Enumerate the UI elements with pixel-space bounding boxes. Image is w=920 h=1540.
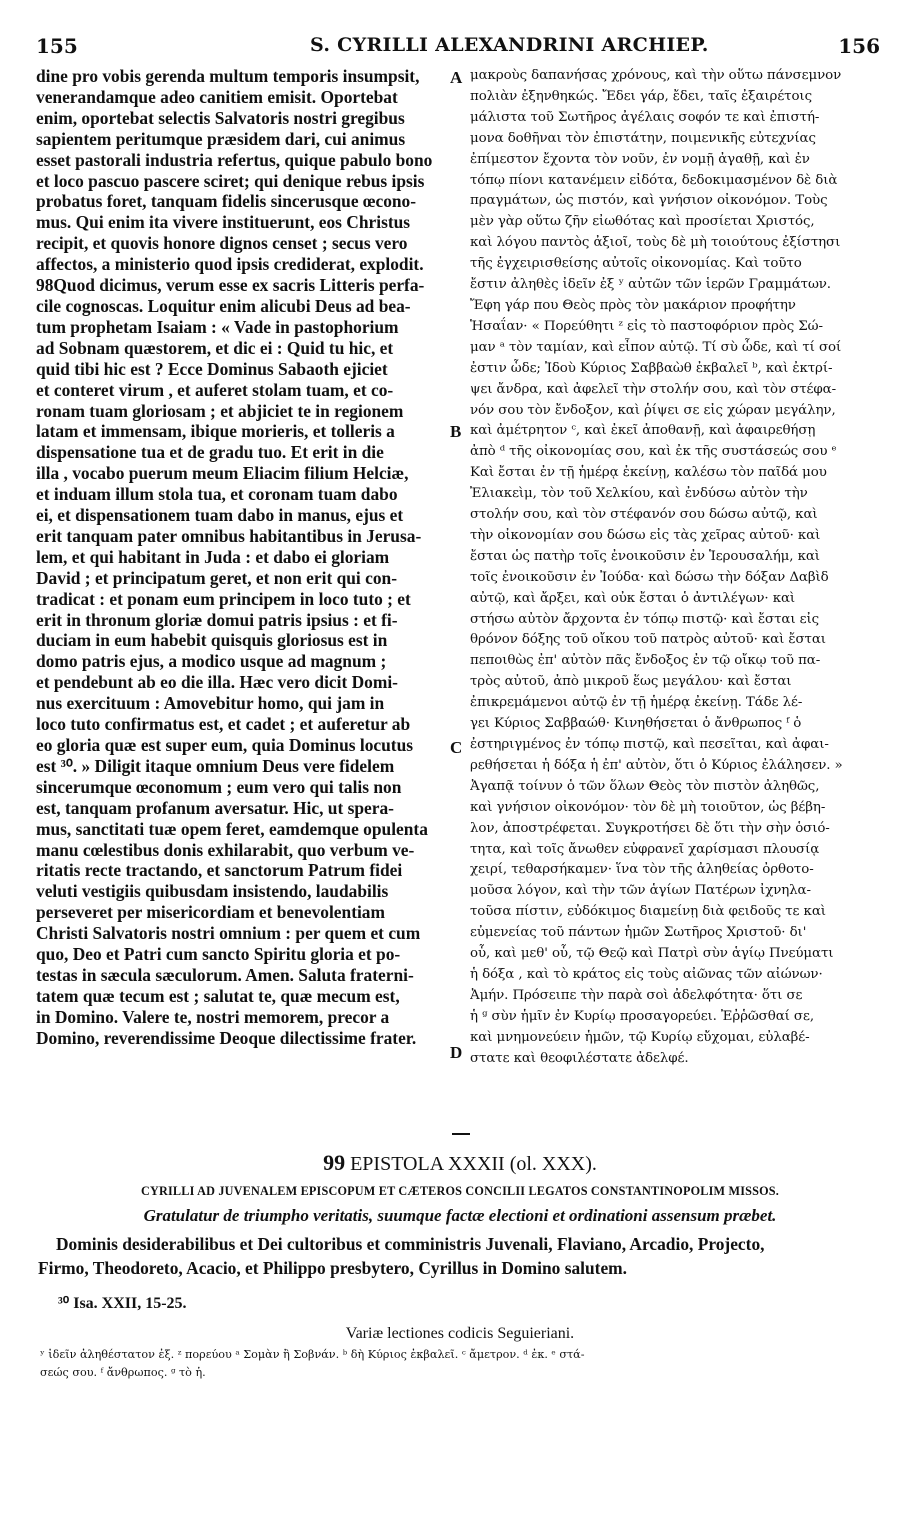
text-line: sapientem peritumque præsidem dari, cui animus: [36, 128, 406, 149]
text-line: est ³⁰. » Diligit itaque omnium Deus vere fidelem: [36, 755, 395, 776]
text-line: cile cognoscas. Loquitur enim alicubi Deus ad bea-: [36, 295, 411, 316]
text-line: καὶ λόγου παντὸς ἀξιοῖ, τοὺς δὲ μὴ τοιούτους ἐξίστησι: [470, 235, 841, 251]
text-line: καὶ γνήσιον οἰκονόμον· τὸν δὲ μὴ τοιοῦτον, ὡς βέβη-: [470, 799, 826, 815]
epistle-subtitle: CYRILLI AD JUVENALEM EPISCOPUM ET CÆTEROS CONCILII LEGATOS CONSTANTINOPOLIM MISSOS.: [140, 1184, 780, 1198]
text-line: μακροὺς δαπανήσας χρόνους, καὶ τὴν οὕτω πάνσεμνον: [470, 68, 842, 83]
text-line: loco tuto confirmatus est, et cadet ; et auferetur ab: [36, 714, 411, 735]
text-line: μὲν γὰρ οὕτω ζῆν εἰωθότας καὶ προσίεται Χριστός,: [470, 214, 815, 230]
text-line: et loco pascuo pascere sciret; qui denique rebus ipsis: [36, 170, 425, 191]
text-line: ἐστηριγμένος ἐν τόπῳ πιστῷ, καὶ πεσεῖται, καὶ ἀφαι-: [470, 737, 829, 752]
text-line: ρεθήσεται ἡ δόξα ἡ ἐπ' αὐτὸν, ὅτι ὁ Κύριος ἐλάλησεν. »: [470, 757, 843, 773]
text-line: testas in sæcula sæculorum. Amen. Saluta fraterni-: [36, 964, 414, 985]
latin-column: [36, 66, 449, 1049]
text-line: David ; et principatum geret, et non erit qui con-: [36, 567, 397, 588]
text-line: πολιὰν ἐξηνθηκώς. Ἔδει γάρ, ἔδει, ταῖς ἐξαιρέτοις: [470, 88, 812, 104]
text-line: τῆς ἐγχειρισθείσης αὐτοῖς οἰκονομίας. Καὶ τοῦτο: [470, 256, 802, 272]
text-line: domo patris ejus, a modico usque ad magnum ;: [36, 651, 387, 672]
text-line: μοῦσα λόγον, καὶ τὴν τῶν ἁγίων Πατέρων ἰχνηλα-: [470, 883, 811, 899]
text-line: ἔστιν ἀληθὲς ἰδεῖν ἐξ ʸ αὐτῶν τῶν ἱερῶν Γραμμάτων.: [470, 277, 831, 293]
left-page-number: 155: [36, 34, 78, 58]
text-line: τοῦσα πίστιν, εὐδόκιμος διαμείνῃ διὰ φειδοῦς τε καὶ: [470, 904, 826, 920]
section-marker-d: D: [450, 1043, 463, 1062]
text-line: est, tanquam profanum aversatur. Hic, ut spera-: [36, 797, 394, 818]
text-line: τρὸς αὐτοῦ, ἀπὸ μικροῦ ἕως μεγάλου· καὶ ἔσται: [470, 674, 792, 690]
text-line: manu cœlestibus donis exhilarabit, quo verbum ve-: [36, 839, 415, 860]
text-line: venerandamque adeo canitiem emisit. Oportebat: [36, 86, 398, 107]
text-line: γει Κύριος Σαββαώθ· Κινηθήσεται ὁ ἄνθρωπος ᶠ ὁ: [470, 716, 802, 732]
text-line: mus. Qui enim ita vivere instituerunt, eos Christus: [36, 212, 411, 233]
text-line: τὴν οἰκονομίαν σου δώσω εἰς τὰς χεῖρας αὐτοῦ· καὶ: [470, 527, 821, 543]
text-line: χειρί, τεθαρσήκαμεν· ἵνα τὸν τῆς ἀληθείας ὀρθοτο-: [470, 862, 814, 878]
text-line: erit tanquam pater omnibus habitantibus in Jerusa-: [36, 525, 422, 546]
text-line: τόπῳ πίονι κατανέμειν εἰδότα, δεδοκιμασμένον δὲ διὰ: [470, 172, 838, 188]
text-line: dispensatione tua et de gradu tuo. Et erit in die: [36, 442, 384, 463]
text-line: in Domino. Valere te, nostri memorem, precor a: [36, 1006, 390, 1027]
text-line: τητα, καὶ τοῖς ἄνωθεν εὐφρανεῖ χαρίσμασι πλουσίᾳ: [470, 841, 820, 857]
text-line: tradicat : et ponam eum principem in loco tuto ; et: [36, 588, 411, 609]
text-line: οὗ, καὶ μεθ' οὗ, τῷ Θεῷ καὶ Πατρὶ σὺν ἁγίῳ Πνεύματι: [470, 946, 834, 962]
text-line: τοῖς ἐνοικοῦσιν ἐν Ἰούδα· καὶ δώσω τὴν δόξαν Δαβὶδ: [470, 569, 829, 585]
text-line: ad Sobnam quæstorem, et dic ei : Quid tu hic, et: [36, 337, 394, 358]
text-line: mus, sanctitati tuæ opem feret, eamdemque opulenta: [36, 818, 428, 839]
variae-lectiones: [40, 1346, 890, 1382]
text-line: ἐστιν ὧδε; Ἰδοὺ Κύριος Σαββαὼθ ἐκβαλεῖ ᵇ, καὶ ἐκτρί-: [470, 360, 833, 376]
text-line: Ἔφη γάρ που Θεὸς πρὸς τὸν μακάριον προφήτην: [470, 297, 796, 313]
text-line: et conteret virum , et auferet stolam tuam, et co-: [36, 379, 394, 400]
text-line: Ἀμήν. Πρόσειπε τὴν παρὰ σοὶ ἀδελφότητα· ὅτι σε: [470, 987, 803, 1003]
text-line: affectos, a ministerio quod ipsis crediderat, explodit.: [36, 254, 424, 275]
text-line: ei, et dispensationem tuam dabo in manus, ejus et: [36, 505, 404, 526]
epistle-page-ref: 99: [323, 1150, 346, 1175]
text-line: μάλιστα τοῦ Σωτῆρος ἀγέλαις σοφόν τε καὶ ἐπιστή-: [470, 109, 820, 125]
text-line: ἔσται ὡς πατὴρ τοῖς ἐνοικοῦσιν ἐν Ἱερουσαλήμ, καὶ: [470, 548, 820, 564]
text-line: 98Quod dicimus, verum esse ex sacris Litteris perfa-: [36, 275, 425, 296]
text-line: καὶ ἀμέτρητον ᶜ, καὶ ἐκεῖ ἀποθανῇ, καὶ ἀφαιρεθήσῃ: [470, 423, 816, 439]
text-line: dine pro vobis gerenda multum temporis insumpsit,: [36, 66, 420, 86]
epistle-heading: [0, 1150, 920, 1176]
text-line: καὶ μνημονεύειν ἡμῶν, τῷ Κυρίῳ εὔχομαι, εὐλαβέ-: [470, 1029, 810, 1045]
epistle-salutation: [38, 1232, 884, 1280]
text-line: πραγμάτων, ὡς πιστόν, καὶ γνήσιον οἰκονόμον. Τοὺς: [470, 193, 828, 209]
text-line: erit in thronum gloriæ domui patris ipsius : et fi-: [36, 609, 398, 630]
text-line: στήσω αὐτὸν ἄρχοντα ἐν τόπῳ πιστῷ· καὶ ἔσται εἰς: [470, 611, 820, 627]
variae-line: σεώς σου. ᶠ ἄνθρωπος. ᵍ τὸ ἡ.: [40, 1366, 206, 1379]
section-divider: [452, 1133, 470, 1135]
text-line: Ἡσαΐαν· « Πορεύθητι ᶻ εἰς τὸ παστοφόριον πρὸς Σώ-: [470, 318, 823, 334]
text-line: et pendebunt ab eo die illa. Hæc vero dicit Domi-: [36, 672, 398, 693]
text-line: latam et immensam, ibique morieris, et tolleris a: [36, 421, 395, 442]
text-line: lem, et qui habitant in Juda : et dabo ei gloriam: [36, 546, 390, 567]
text-line: εὐμενείας τοῦ πάντων ἡμῶν Σωτῆρος Χριστοῦ· δι': [470, 925, 807, 941]
text-line: Ἐλιακεὶμ, τὸν τοῦ Χελκίου, καὶ ἐνδύσω αὐτὸν τὴν: [470, 486, 808, 502]
text-line: ἀπὸ ᵈ τῆς οἰκονομίας σου, καὶ ἐκ τῆς συστάσεώς σου ᵉ: [470, 444, 837, 460]
text-line: illa , vocabo puerum meum Eliacim filium Helciæ,: [36, 463, 409, 484]
variae-title: Variæ lectiones codicis Seguieriani.: [345, 1325, 575, 1342]
text-line: λον, ἀποστρέφεται. Συγκροτήσει δὲ ὅτι τὴν σὴν ὁσιό-: [470, 820, 830, 836]
text-line: ψει ἄνδρα, καὶ ἀφελεῖ τὴν στολήν σου, καὶ τὸν στέφα-: [470, 381, 837, 397]
text-line: ritatis recte tractando, et sanctorum Patrum fidei: [36, 860, 403, 881]
text-line: στατε καὶ θεοφιλέστατε ἀδελφέ.: [470, 1050, 689, 1066]
text-line: recipit, et quovis honore dignos censet ; secus vero: [36, 233, 408, 254]
text-line: duciam in eum habebit quisquis gloriosus est in: [36, 630, 388, 651]
text-line: Domino, reverendissime Deoque dilectissime frater.: [36, 1027, 417, 1048]
text-line: perseveret per misericordiam et benevolentiam: [36, 902, 385, 923]
variae-line: ʸ ἰδεῖν ἀληθέστατον ἐξ. ᶻ πορεύου ᵃ Σομὰν ἢ Σοβνάν. ᵇ δὴ Κύριος ἐκβαλεῖ. ᶜ ἄμετρον. ᵈ ἐκ. ᵉ στά-: [40, 1348, 585, 1361]
text-line: sincerumque œconomum ; eum vero qui talis non: [36, 776, 402, 797]
right-page-number: 156: [838, 34, 880, 58]
text-line: eo gloria quæ est super eum, quia Dominus locutus: [36, 735, 414, 755]
greek-column: [470, 66, 888, 1070]
text-line: Καὶ ἔσται ἐν τῇ ἡμέρᾳ ἐκείνῃ, καλέσω τὸν παῖδά μου: [470, 465, 827, 481]
text-line: πεποιθὼς ἐπ' αὐτὸν πᾶς ἔνδοξος ἐν τῷ οἴκῳ τοῦ πα-: [470, 653, 821, 669]
running-header: [0, 34, 920, 58]
text-line: tatem quæ tecum est ; salutat te, quæ mecum est,: [36, 985, 400, 1006]
epistle-title: EPISTOLA XXXII (ol. XXX).: [350, 1153, 597, 1175]
section-marker-a: A: [450, 68, 463, 87]
text-line: ἐπίμεστον ἔχοντα τὸν νοῦν, ἐν νομῇ ἀγαθῇ, καὶ ἐν: [470, 151, 810, 167]
section-marker-c: C: [450, 738, 463, 757]
text-line: ἡ ᵍ σὺν ἡμῖν ἐν Κυρίῳ προσαγορεύει. Ἐῤῥῶσθαί σε,: [470, 1008, 814, 1024]
text-line: μαν ᵃ τὸν ταμίαν, καὶ εἶπον αὐτῷ. Τί σὺ ὧδε, καὶ τί σοί: [470, 339, 842, 355]
text-line: probatus foret, tanquam fidelis sincerusque œcono-: [36, 191, 417, 212]
text-line: αὐτῷ, καὶ ἄρξει, καὶ οὐκ ἔσται ὁ ἀντιλέγων· καὶ: [470, 590, 796, 606]
footnote: ³⁰ Isa. XXII, 15-25.: [58, 1295, 187, 1312]
text-line: μονα δοθῆναι τὸν ἐπιστάτην, ποιμενικῆς εὐτεχνίας: [470, 130, 816, 146]
text-line: Ἀγαπᾷ τοίνυν ὁ τῶν ὅλων Θεὸς τὸν πιστὸν ἀληθῶς,: [470, 778, 820, 794]
salutation-line: Dominis desiderabilibus et Dei cultoribus et comministris Juvenali, Flaviano, Arcadio, Projecto,: [56, 1234, 765, 1254]
epistle-summary: Gratulatur de triumpho veritatis, suumque factæ electioni et ordinationi assensum præbet.: [143, 1206, 777, 1225]
text-line: ἡ δόξα , καὶ τὸ κράτος εἰς τοὺς αἰῶνας τῶν αἰώνων·: [470, 966, 823, 982]
text-line: quid tibi hic est ? Ecce Dominus Sabaoth ejiciet: [36, 358, 388, 379]
running-title: S. CYRILLI ALEXANDRINI ARCHIEP.: [310, 34, 709, 56]
text-line: nus exercituum : Amovebitur homo, qui jam in: [36, 693, 385, 714]
text-line: tum prophetam Isaiam : « Vade in pastophorium: [36, 316, 399, 337]
text-line: ronam tuam gloriosam ; et abjiciet te in regionem: [36, 400, 404, 421]
text-line: θρόνον δόξης τοῦ οἴκου τοῦ πατρὸς αὐτοῦ· καὶ ἔσται: [470, 632, 826, 648]
text-line: ἐπικρεμάμενοι αὐτῷ ἐν τῇ ἡμέρᾳ ἐκείνῃ. Τάδε λέ-: [470, 695, 803, 711]
text-line: στολήν σου, καὶ τὸν στέφανόν σου δώσω αὐτῷ, καὶ: [470, 507, 818, 523]
text-line: νόν σου τὸν ἔνδοξον, καὶ ῥίψει σε εἰς χώραν μεγάλην,: [470, 402, 836, 418]
text-line: enim, oportebat selectis Salvatoris nostri gregibus: [36, 107, 405, 128]
text-line: quo, Deo et Patri cum sancto Spiritu gloria et po-: [36, 944, 401, 965]
section-marker-b: B: [450, 422, 462, 441]
text-line: esset pastorali industria refertus, quique pabulo bono: [36, 149, 433, 170]
text-line: Christi Salvatoris nostri omnium : per quem et cum: [36, 923, 421, 944]
text-line: et induam illum stola tua, et coronam tuam dabo: [36, 484, 398, 505]
salutation-line: Firmo, Theodoreto, Acacio, et Philippo presbytero, Cyrillus in Domino salutem.: [38, 1258, 628, 1278]
text-line: veluti vestigiis quibusdam insistendo, laudabilis: [36, 881, 389, 902]
